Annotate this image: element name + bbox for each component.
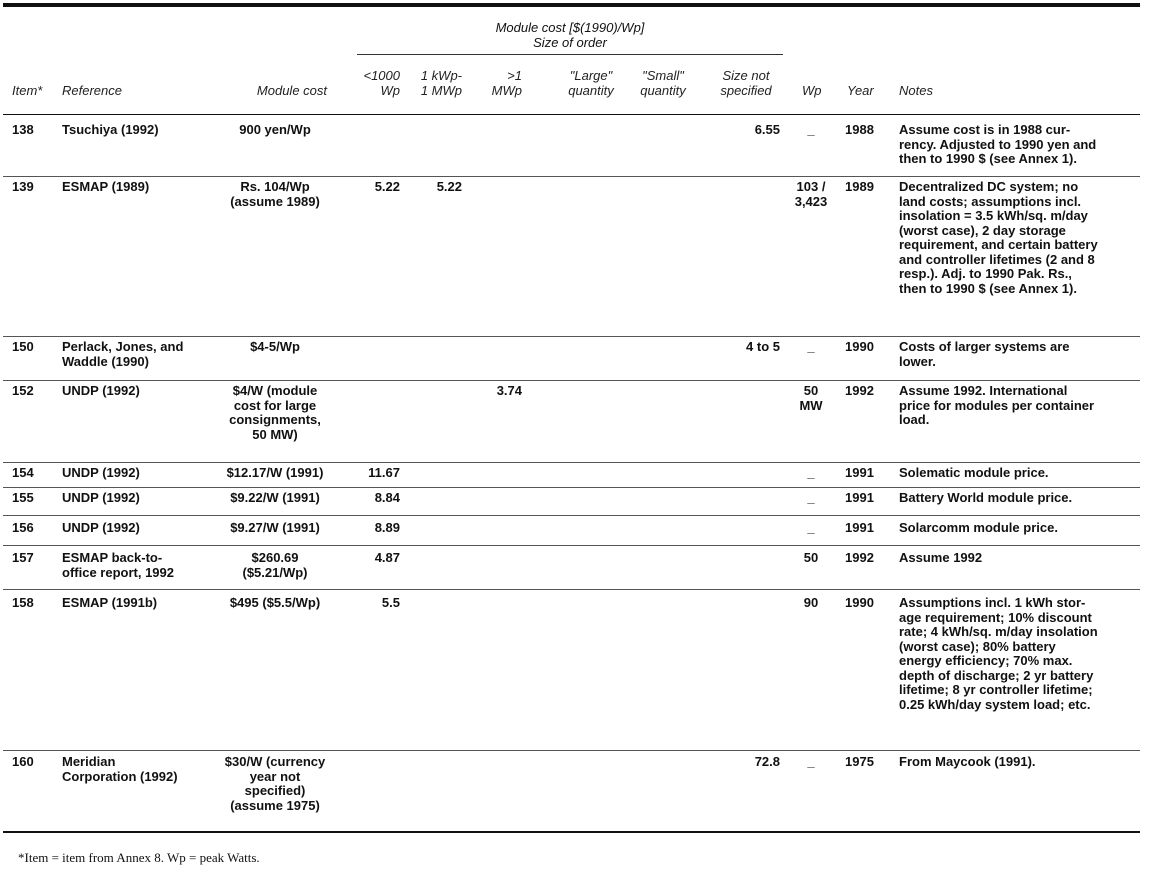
cell-reference: UNDP (1992) (62, 383, 140, 398)
cell-notes: Assume 1992 (899, 550, 983, 565)
cell-item: 138 (12, 122, 34, 137)
cell-reference: Tsuchiya (1992) (62, 122, 159, 137)
group-title: Module cost [$(1990)/Wp] (495, 20, 645, 35)
cell-notspec: 6.55 (754, 122, 780, 137)
row-separator (3, 336, 1140, 337)
cell-lt1000: 5.5 (381, 595, 400, 610)
row-separator (3, 545, 1140, 546)
cell-year: 1975 (845, 754, 874, 769)
cell-notes: Solematic module price. (899, 465, 1049, 480)
cell-lt1000: 4.87 (374, 550, 400, 565)
table-bottom-rule (3, 831, 1140, 833)
cell-wp: _ (807, 520, 815, 535)
cell-year: 1989 (845, 179, 874, 194)
cell-reference: ESMAP (1991b) (62, 595, 158, 610)
header-kw-mw: 1 kWp- 1 MWp (420, 68, 462, 98)
row-separator (3, 487, 1140, 488)
group-header (400, 20, 740, 50)
cell-module-cost: $495 ($5.5/Wp) (229, 595, 321, 610)
row-separator (3, 380, 1140, 381)
cell-wp: _ (807, 490, 815, 505)
header-notes: Notes (899, 83, 933, 98)
cell-module-cost: $260.69 ($5.21/Wp) (242, 550, 308, 580)
cell-item: 157 (12, 550, 34, 565)
header-module-cost: Module cost (256, 83, 327, 98)
cell-notes: Decentralized DC system; no land costs; assumptions incl. insolation = 3.5 kWh/sq. m/day (worst case), 2 day storage requirement, and certain battery and controller lifetimes (2 and 8 resp.). Adj. to 1990 Pak. Rs., then to 1990 $ (see Annex 1). (899, 179, 1098, 296)
cell-reference: UNDP (1992) (62, 490, 140, 505)
group-header-rule (357, 54, 783, 55)
header-small: "Small" quantity (640, 68, 686, 98)
row-separator (3, 176, 1140, 177)
cell-reference: UNDP (1992) (62, 465, 140, 480)
cell-lt1000: 11.67 (368, 465, 400, 480)
header-year: Year (847, 83, 874, 98)
cell-reference: UNDP (1992) (62, 520, 140, 535)
cell-wp: _ (807, 122, 815, 137)
table-top-rule (3, 3, 1140, 7)
cell-item: 156 (12, 520, 34, 535)
cell-wp: _ (807, 754, 815, 769)
row-separator (3, 589, 1140, 590)
cell-item: 154 (12, 465, 34, 480)
cell-reference: Perlack, Jones, and Waddle (1990) (62, 339, 184, 369)
row-separator (3, 515, 1140, 516)
cell-wp: 50 (803, 550, 819, 565)
cell-module-cost: $4-5/Wp (250, 339, 300, 354)
cell-wp: _ (807, 339, 815, 354)
cell-module-cost: Rs. 104/Wp (assume 1989) (230, 179, 320, 209)
cell-year: 1991 (845, 465, 874, 480)
cell-notes: From Maycook (1991). (899, 754, 1036, 769)
cell-wp: 103 / 3,423 (794, 179, 828, 209)
cell-lt1000: 8.89 (374, 520, 400, 535)
cell-reference: ESMAP back-to- office report, 1992 (62, 550, 174, 580)
cell-item: 152 (12, 383, 34, 398)
header-large: "Large" quantity (568, 68, 614, 98)
cell-lt1000: 5.22 (374, 179, 400, 194)
cell-year: 1992 (845, 550, 874, 565)
cell-wp: _ (807, 465, 815, 480)
header-rule (3, 114, 1140, 115)
header-not-specified: Size not specified (720, 68, 772, 98)
cell-reference: ESMAP (1989) (62, 179, 150, 194)
row-separator (3, 462, 1140, 463)
cell-gt1: 3.74 (496, 383, 522, 398)
cell-item: 158 (12, 595, 34, 610)
cell-wp: 50 MW (799, 383, 823, 413)
cell-notes: Assumptions incl. 1 kWh stor- age requirement; 10% discount rate; 4 kWh/sq. m/day insolation (worst case); 80% battery energy efficiency; 70% max. depth of discharge; 2 yr battery lifetime; 8 yr controller lifetime; 0.25 kWh/day system load; etc. (899, 595, 1098, 712)
cell-kw-mw: 5.22 (436, 179, 462, 194)
cell-year: 1990 (845, 595, 874, 610)
cell-module-cost: $4/W (module cost for large consignments, 50 MW) (229, 383, 321, 442)
cell-notes: Battery World module price. (899, 490, 1073, 505)
cell-item: 150 (12, 339, 34, 354)
cell-notes: Assume cost is in 1988 cur- rency. Adjusted to 1990 yen and then to 1990 $ (see Annex 1). (899, 122, 1097, 166)
cell-item: 155 (12, 490, 34, 505)
cell-year: 1992 (845, 383, 874, 398)
cell-notes: Assume 1992. International price for modules per container load. (899, 383, 1095, 427)
cell-year: 1990 (845, 339, 874, 354)
cell-lt1000: 8.84 (374, 490, 400, 505)
cell-module-cost: $9.22/W (1991) (230, 490, 320, 505)
cell-year: 1988 (845, 122, 874, 137)
cell-reference: Meridian Corporation (1992) (62, 754, 178, 784)
cell-year: 1991 (845, 520, 874, 535)
cell-item: 160 (12, 754, 34, 769)
cell-notes: Solarcomm module price. (899, 520, 1058, 535)
footnote: *Item = item from Annex 8. Wp = peak Watts. (18, 850, 260, 865)
cell-year: 1991 (845, 490, 874, 505)
group-subtitle: Size of order (533, 35, 607, 50)
cell-module-cost: $30/W (currency year not specified) (assume 1975) (224, 754, 326, 813)
cell-wp: 90 (803, 595, 819, 610)
header-gt1: >1 MWp (491, 68, 522, 98)
cell-notspec: 4 to 5 (746, 339, 780, 354)
header-reference: Reference (62, 83, 122, 98)
cell-module-cost: $12.17/W (1991) (226, 465, 324, 480)
cell-module-cost: 900 yen/Wp (239, 122, 311, 137)
cell-item: 139 (12, 179, 34, 194)
header-lt1000: <1000 Wp (363, 68, 400, 98)
header-wp: Wp (802, 83, 822, 98)
cell-notspec: 72.8 (754, 754, 780, 769)
row-separator (3, 750, 1140, 751)
cell-notes: Costs of larger systems are lower. (899, 339, 1070, 369)
header-item: Item* (12, 83, 43, 98)
cell-module-cost: $9.27/W (1991) (230, 520, 320, 535)
